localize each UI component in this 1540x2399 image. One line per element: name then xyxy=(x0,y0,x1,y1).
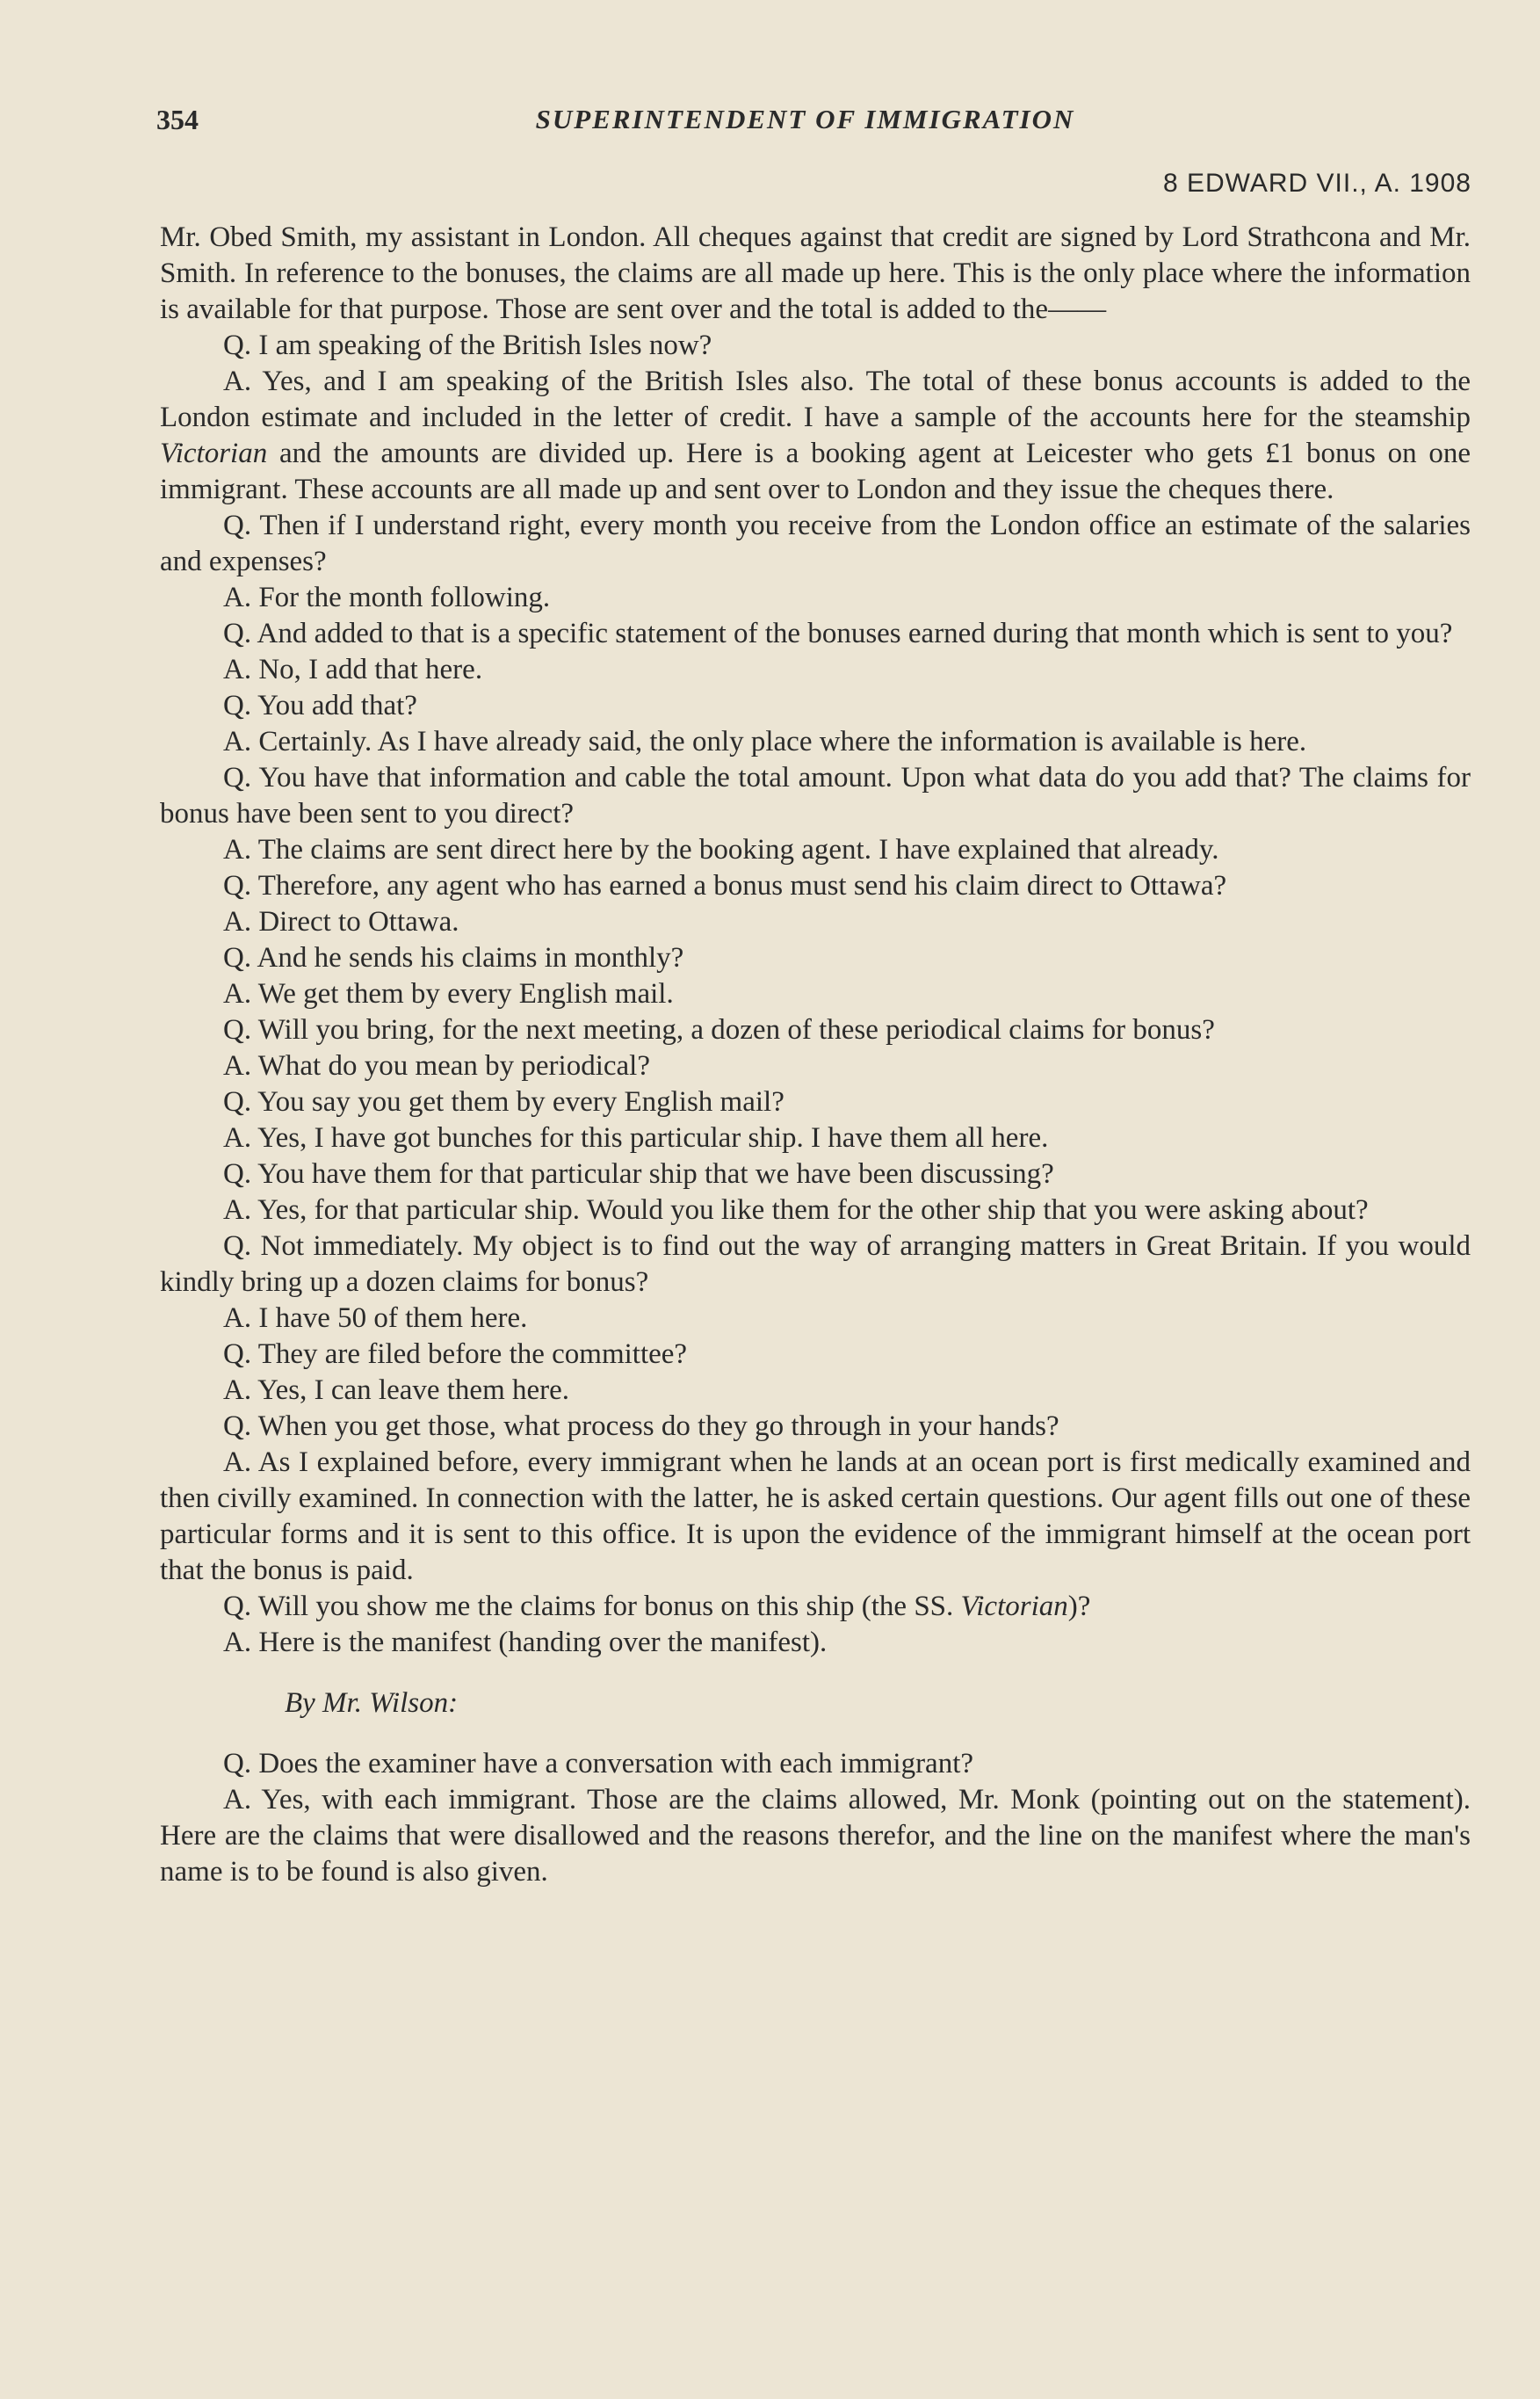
paragraph: A. Yes, I have got bunches for this particular ship. I have them all here. xyxy=(223,1122,1049,1154)
paragraph: A. As I explained before, every immigrant when he lands at an ocean port is first medically examined and then civilly examined. In connection with the latter, he is asked certain questions. Our agent fills out one of these particular forms and it is sent to this office. It is upon the evidence of the immigrant himself at the ocean port that the bonus is paid. xyxy=(160,1446,1471,1586)
paragraph: Q. You say you get them by every English mail? xyxy=(223,1086,784,1118)
paragraph: Q. I am speaking of the British Isles now? xyxy=(223,330,712,361)
paragraph: Q. Not immediately. My object is to find out the way of arranging matters in Great Britain. If you would kindly bring up a dozen claims for bonus? xyxy=(160,1230,1471,1298)
paragraph: A. Yes, with each immigrant. Those are the claims allowed, Mr. Monk (pointing out on the statement). Here are the claims that were disallowed and the reasons therefor, and the line on the manifest where the man's name is to be found is also given. xyxy=(160,1784,1471,1888)
paragraph: A. The claims are sent direct here by the booking agent. I have explained that already. xyxy=(223,834,1219,866)
paragraph: Q. Therefore, any agent who has earned a bonus must send his claim direct to Ottawa? xyxy=(223,870,1227,902)
paragraph: Q. Does the examiner have a conversation with each immigrant? xyxy=(223,1748,974,1779)
running-title: SUPERINTENDENT OF IMMIGRATION xyxy=(535,104,1075,134)
paragraph: A. For the month following. xyxy=(223,582,551,613)
paragraph: A. Yes, and I am speaking of the British Isles also. The total of these bonus accounts is added to the London estimate and included in the letter of credit. I have a sample of the accounts here for the steamship Victorian and the amounts are divided up. Here is a booking agent at Leicester who gets £1 bonus on one immigrant. These accounts are all made up and sent over to London and they issue the cheques there. xyxy=(160,366,1471,505)
paragraph: A. Certainly. As I have already said, the only place where the information is available is here. xyxy=(223,726,1307,757)
paragraph: Q. They are filed before the committee? xyxy=(223,1338,688,1370)
ship-name: Victorian xyxy=(960,1591,1068,1622)
paragraph: Q. Then if I understand right, every month you receive from the London office an estimate of the salaries and expenses? xyxy=(160,510,1471,577)
paragraph: Q. You add that? xyxy=(223,690,417,721)
paragraph: Mr. Obed Smith, my assistant in London. All cheques against that credit are signed by Lord Strathcona and Mr. Smith. In reference to the bonuses, the claims are all made up here. This is the only place where the information is available for that purpose. Those are sent over and the total is added to the—— xyxy=(160,221,1471,325)
paragraph: A. I have 50 of them here. xyxy=(223,1302,528,1334)
paragraph: Q. You have that information and cable the total amount. Upon what data do you add that? The claims for bonus have been sent to you direct? xyxy=(160,762,1471,830)
paragraph: Q. And he sends his claims in monthly? xyxy=(223,942,684,974)
paragraph: A. We get them by every English mail. xyxy=(223,978,674,1010)
paragraph: A. Yes, for that particular ship. Would you like them for the other ship that you were asking about? xyxy=(223,1194,1369,1226)
paragraph: A. Here is the manifest (handing over the manifest). xyxy=(223,1627,828,1658)
paragraph: A. No, I add that here. xyxy=(223,654,483,685)
paragraph: Q. Will you show me the claims for bonus on this ship (the SS. Victorian)? xyxy=(223,1591,1091,1622)
paragraph: Q. Will you bring, for the next meeting, a dozen of these periodical claims for bonus? xyxy=(223,1014,1215,1046)
ship-name: Victorian xyxy=(160,438,268,469)
paragraph: A. What do you mean by periodical? xyxy=(223,1050,650,1082)
section-heading: By Mr. Wilson: xyxy=(285,1687,459,1719)
paragraph: A. Yes, I can leave them here. xyxy=(223,1374,570,1406)
session-reference: 8 EDWARD VII., A. 1908 xyxy=(1162,169,1471,198)
paragraph: Q. You have them for that particular ship that we have been discussing? xyxy=(223,1158,1054,1190)
page-body xyxy=(160,220,1471,1890)
page-number: 354 xyxy=(156,104,199,135)
paragraph: Q. And added to that is a specific statement of the bonuses earned during that month which is sent to you? xyxy=(223,618,1453,649)
paragraph: Q. When you get those, what process do they go through in your hands? xyxy=(223,1410,1059,1442)
paragraph: A. Direct to Ottawa. xyxy=(223,906,459,938)
